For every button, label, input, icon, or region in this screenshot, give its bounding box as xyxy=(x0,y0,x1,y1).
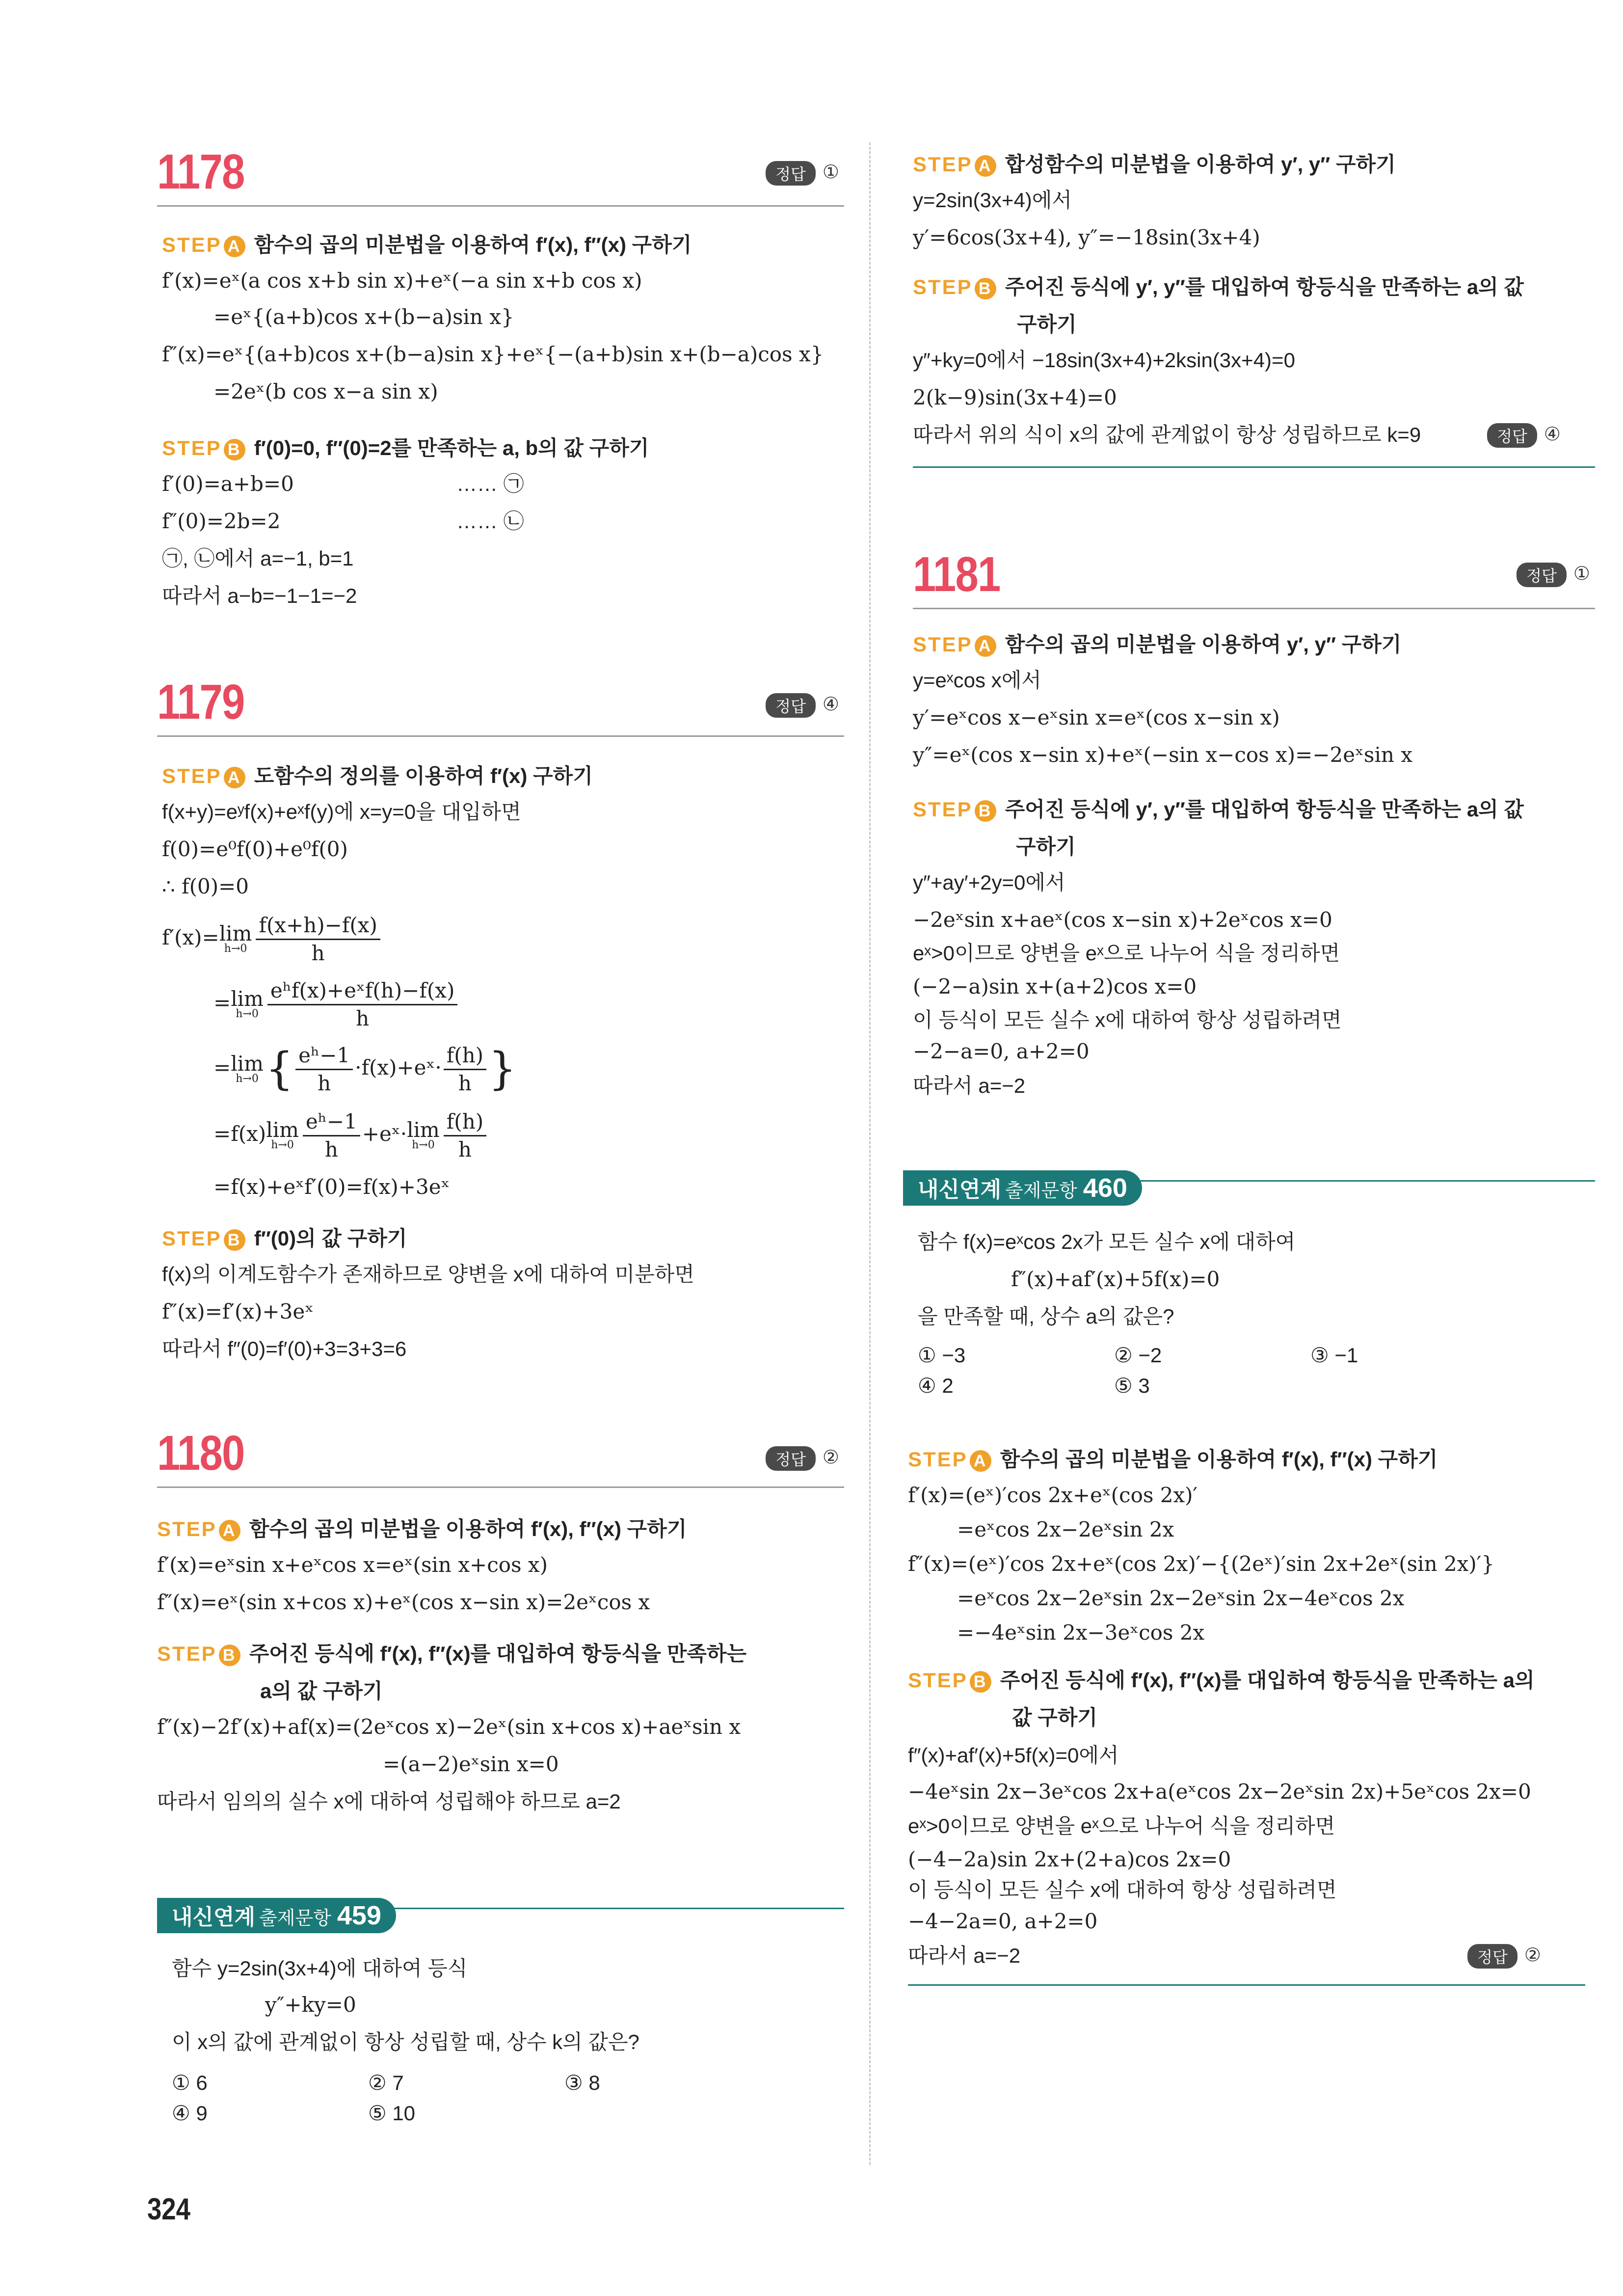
math-line: f(0)=e⁰f(0)+e⁰f(0) xyxy=(162,837,348,861)
problem-1180-header xyxy=(157,1424,844,1492)
math-line: 따라서 a=−2 xyxy=(908,1944,1021,1967)
problem-number: 1181 xyxy=(913,547,1000,602)
math-line: f″(x)=(eˣ)′cos 2x+eˣ(cos 2x)′−{(2eˣ)′sin 2x+2eˣ(sin 2x)′} xyxy=(908,1552,1495,1576)
answer-badge: 정답 ② xyxy=(766,1446,839,1471)
step-b-title: STEP B f″(0)의 값 구하기 xyxy=(162,1227,407,1250)
choice[interactable]: ① 6 xyxy=(172,2071,208,2094)
problem-number: 1180 xyxy=(157,1426,244,1481)
step-b-title-cont: a의 값 구하기 xyxy=(260,1679,383,1702)
question-line: 을 만족할 때, 상수 a의 값은? xyxy=(918,1305,1174,1328)
step-a-title: STEP A 함수의 곱의 미분법을 이용하여 f′(x), f″(x) 구하기 xyxy=(908,1448,1438,1471)
math-line: 이 등식이 모든 실수 x에 대하여 항상 성립하려면 xyxy=(913,1008,1342,1031)
problem-number: 1178 xyxy=(157,144,244,199)
derivative-line-4: =f(x)lim h→0 $\frac{\text{eʰ−1}}{h}$ +eˣ·lim h→0 $\frac{f(h)}{h}$ xyxy=(213,1107,488,1163)
math-line: =−4eˣsin 2x−3eˣcos 2x xyxy=(957,1621,1205,1645)
fraction: $\frac{f(x+h)-f(x)}{h}$ xyxy=(256,912,380,967)
banner-459: 내신연계 출제문항 459 xyxy=(157,1898,396,1933)
math-line: y′=eˣcos x−eˣsin x=eˣ(cos x−sin x) xyxy=(913,705,1280,729)
math-line: (−2−a)sin x+(a+2)cos x=0 xyxy=(913,974,1197,999)
derivative-line-5: =f(x)+eˣf′(0)=f(x)+3eˣ xyxy=(213,1175,450,1199)
math-line: y″+ky=0에서 −18sin(3x+4)+2ksin(3x+4)=0 xyxy=(913,349,1295,372)
math-line: (−4−2a)sin 2x+(2+a)cos 2x=0 xyxy=(908,1847,1231,1871)
step-b-title: STEP B 주어진 등식에 y′, y″를 대입하여 항등식을 만족하는 a의 값 xyxy=(913,798,1524,821)
step-b-title-cont: 구하기 xyxy=(1017,313,1077,336)
math-line: =2eˣ(b cos x−a sin x) xyxy=(213,379,438,404)
step-b-title-cont: 값 구하기 xyxy=(1012,1706,1097,1729)
step-a-title: STEP A 도함수의 정의를 이용하여 f′(x) 구하기 xyxy=(162,764,593,787)
limit: lim h→0 xyxy=(231,987,264,1020)
limit: lim h→0 xyxy=(407,1118,440,1151)
choice[interactable]: ④ 9 xyxy=(172,2102,208,2125)
page-number: 324 xyxy=(147,2192,190,2226)
problem-1181-header xyxy=(913,545,1595,614)
fraction: $\frac{\text{eʰ−1}}{h}$ xyxy=(303,1108,360,1163)
choice[interactable]: ⑤ 10 xyxy=(368,2102,416,2125)
math-line: =eˣcos 2x−2eˣsin 2x xyxy=(957,1517,1174,1541)
math-line: −4eˣsin 2x−3eˣcos 2x+a(eˣcos 2x−2eˣsin 2x)+5eˣcos 2x=0 xyxy=(908,1780,1531,1804)
header-rule xyxy=(157,205,844,207)
limit: lim h→0 xyxy=(219,921,252,955)
math-line: f′(x)=(eˣ)′cos 2x+eˣ(cos 2x)′ xyxy=(908,1483,1198,1507)
question-line: 이 x의 값에 관계없이 항상 성립할 때, 상수 k의 값은? xyxy=(172,2030,639,2053)
math-line: f′(0)=a+b=0 xyxy=(162,472,294,496)
column-divider xyxy=(869,142,871,2165)
math-line: 따라서 임의의 실수 x에 대하여 성립해야 하므로 a=2 xyxy=(157,1790,621,1813)
derivative-line-1: f′(x)=lim h→0 $\frac{f(x+h)-f(x)}{h}$ xyxy=(162,911,382,967)
choice[interactable]: ③ −1 xyxy=(1310,1344,1358,1367)
header-rule xyxy=(157,735,844,737)
derivative-line-3: =lim h→0 { $\frac{\text{eʰ−1}}{h}$ ·f(x)+eˣ· $\frac{f(h)}{h}$ } xyxy=(213,1041,516,1097)
derivative-line-2: =lim h→0 $\frac{\text{eʰf(x)+eˣf(h)−f(x)}}{h}$ xyxy=(213,976,459,1032)
answer-badge: 정답 ① xyxy=(1517,563,1590,587)
step-a-title: STEP A 합성함수의 미분법을 이용하여 y′, y″ 구하기 xyxy=(913,153,1396,176)
math-line: f″(x)+af′(x)+5f(x)=0에서 xyxy=(908,1744,1119,1767)
math-line: eˣ>0이므로 양변을 eˣ으로 나누어 식을 정리하면 xyxy=(908,1814,1335,1837)
step-b-title: STEP B 주어진 등식에 f′(x), f″(x)를 대입하여 항등식을 만족하는 xyxy=(157,1642,747,1665)
choice[interactable]: ② 7 xyxy=(368,2071,404,2094)
step-b-title: STEP B 주어진 등식에 f′(x), f″(x)를 대입하여 항등식을 만족하는 a의 xyxy=(908,1669,1535,1692)
math-line: 따라서 f″(0)=f′(0)+3=3+3=6 xyxy=(162,1337,407,1360)
math-line: =eˣ{(a+b)cos x+(b−a)sin x} xyxy=(213,305,514,329)
math-line: 따라서 a−b=−1−1=−2 xyxy=(162,584,357,607)
fraction: $\frac{\text{eʰ−1}}{h}$ xyxy=(295,1042,353,1097)
section-end-rule xyxy=(913,466,1595,468)
math-line: =(a−2)eˣsin x=0 xyxy=(383,1752,559,1776)
question-line: 함수 f(x)=eˣcos 2x가 모든 실수 x에 대하여 xyxy=(918,1230,1296,1253)
math-line: 따라서 a=−2 xyxy=(913,1074,1026,1097)
fraction: $\frac{\text{eʰf(x)+eˣf(h)−f(x)}}{h}$ xyxy=(267,977,457,1032)
answer-badge: 정답 ① xyxy=(766,161,839,186)
choice[interactable]: ④ 2 xyxy=(918,1374,954,1397)
math-line: y″+ay′+2y=0에서 xyxy=(913,871,1065,894)
math-line: f′(x)=eˣ(a cos x+b sin x)+eˣ(−a sin x+b cos x) xyxy=(162,269,642,293)
math-line: f(x)의 이계도함수가 존재하므로 양변을 x에 대하여 미분하면 xyxy=(162,1263,694,1286)
problem-1178-header xyxy=(157,142,844,211)
step-a-title: STEP A 함수의 곱의 미분법을 이용하여 y′, y″ 구하기 xyxy=(913,633,1402,656)
fraction: $\frac{f(h)}{h}$ xyxy=(444,1042,486,1097)
math-line: −2−a=0, a+2=0 xyxy=(913,1039,1090,1063)
math-line: ∴ f(0)=0 xyxy=(162,874,249,898)
math-line: y=eˣcos x에서 xyxy=(913,669,1041,692)
step-a-title: STEP A 함수의 곱의 미분법을 이용하여 f′(x), f″(x) 구하기 xyxy=(162,233,692,256)
math-line: f(x+y)=eʸf(x)+eˣf(y)에 x=y=0을 대입하면 xyxy=(162,800,521,823)
limit: lim h→0 xyxy=(231,1052,264,1085)
math-line: f″(x)=f′(x)+3eˣ xyxy=(162,1299,314,1324)
math-line: −4−2a=0, a+2=0 xyxy=(908,1909,1098,1933)
step-b-title: STEP B f′(0)=0, f″(0)=2를 만족하는 a, b의 값 구하기 xyxy=(162,436,649,459)
math-line: 따라서 위의 식이 x의 값에 관계없이 항상 성립하므로 k=9 xyxy=(913,423,1421,446)
choice[interactable]: ⑤ 3 xyxy=(1114,1374,1150,1397)
math-line: 2(k−9)sin(3x+4)=0 xyxy=(913,385,1117,409)
problem-1179-header xyxy=(157,673,844,741)
header-rule xyxy=(157,1486,844,1488)
choice[interactable]: ② −2 xyxy=(1114,1344,1162,1367)
question-line: f″(x)+af′(x)+5f(x)=0 xyxy=(1011,1267,1220,1291)
math-line: 이 등식이 모든 실수 x에 대하여 항상 성립하려면 xyxy=(908,1878,1337,1901)
left-column xyxy=(157,142,844,2155)
math-line: y′=6cos(3x+4), y″=−18sin(3x+4) xyxy=(913,225,1260,249)
equation-mark: …… ㉡ xyxy=(456,510,524,533)
choice[interactable]: ③ 8 xyxy=(564,2071,600,2094)
math-line: y″=eˣ(cos x−sin x)+eˣ(−sin x−cos x)=−2eˣsin x xyxy=(913,743,1413,767)
math-line: =eˣcos 2x−2eˣsin 2x−2eˣsin 2x−4eˣcos 2x xyxy=(957,1586,1405,1610)
section-end-rule xyxy=(908,1984,1585,1986)
math-line: f′(x)=eˣsin x+eˣcos x=eˣ(sin x+cos x) xyxy=(157,1553,548,1577)
fraction: $\frac{f(h)}{h}$ xyxy=(444,1108,486,1163)
step-a-title: STEP A 함수의 곱의 미분법을 이용하여 f′(x), f″(x) 구하기 xyxy=(157,1517,687,1540)
step-b-title-cont: 구하기 xyxy=(1016,835,1076,858)
choice[interactable]: ① −3 xyxy=(918,1344,966,1367)
equation-mark: …… ㉠ xyxy=(456,472,524,495)
answer-badge: 정답 ④ xyxy=(1487,423,1561,448)
math-line: f″(x)=eˣ{(a+b)cos x+(b−a)sin x}+eˣ{−(a+b)sin x+(b−a)cos x} xyxy=(162,342,824,366)
math-line: f″(0)=2b=2 xyxy=(162,509,281,533)
header-rule xyxy=(913,608,1595,609)
math-line: eˣ>0이므로 양변을 eˣ으로 나누어 식을 정리하면 xyxy=(913,942,1340,965)
question-line: y″+ky=0 xyxy=(265,1993,356,2017)
step-b-title: STEP B 주어진 등식에 y′, y″를 대입하여 항등식을 만족하는 a의 값 xyxy=(913,275,1524,298)
math-line: −2eˣsin x+aeˣ(cos x−sin x)+2eˣcos x=0 xyxy=(913,908,1332,932)
math-line: f″(x)=eˣ(sin x+cos x)+eˣ(cos x−sin x)=2eˣcos x xyxy=(157,1590,650,1614)
limit: lim h→0 xyxy=(266,1118,299,1151)
question-line: 함수 y=2sin(3x+4)에 대하여 등식 xyxy=(172,1957,468,1980)
math-line: y=2sin(3x+4)에서 xyxy=(913,189,1072,212)
answer-badge: 정답 ② xyxy=(1467,1944,1541,1969)
problem-number: 1179 xyxy=(157,675,244,729)
math-line: f″(x)−2f′(x)+af(x)=(2eˣcos x)−2eˣ(sin x+cos x)+aeˣsin x xyxy=(157,1715,741,1739)
right-column xyxy=(903,142,1590,2155)
answer-badge: 정답 ④ xyxy=(766,693,839,718)
banner-460: 내신연계 출제문항 460 xyxy=(903,1170,1142,1206)
math-line: ㉠, ㉡에서 a=−1, b=1 xyxy=(162,547,354,570)
